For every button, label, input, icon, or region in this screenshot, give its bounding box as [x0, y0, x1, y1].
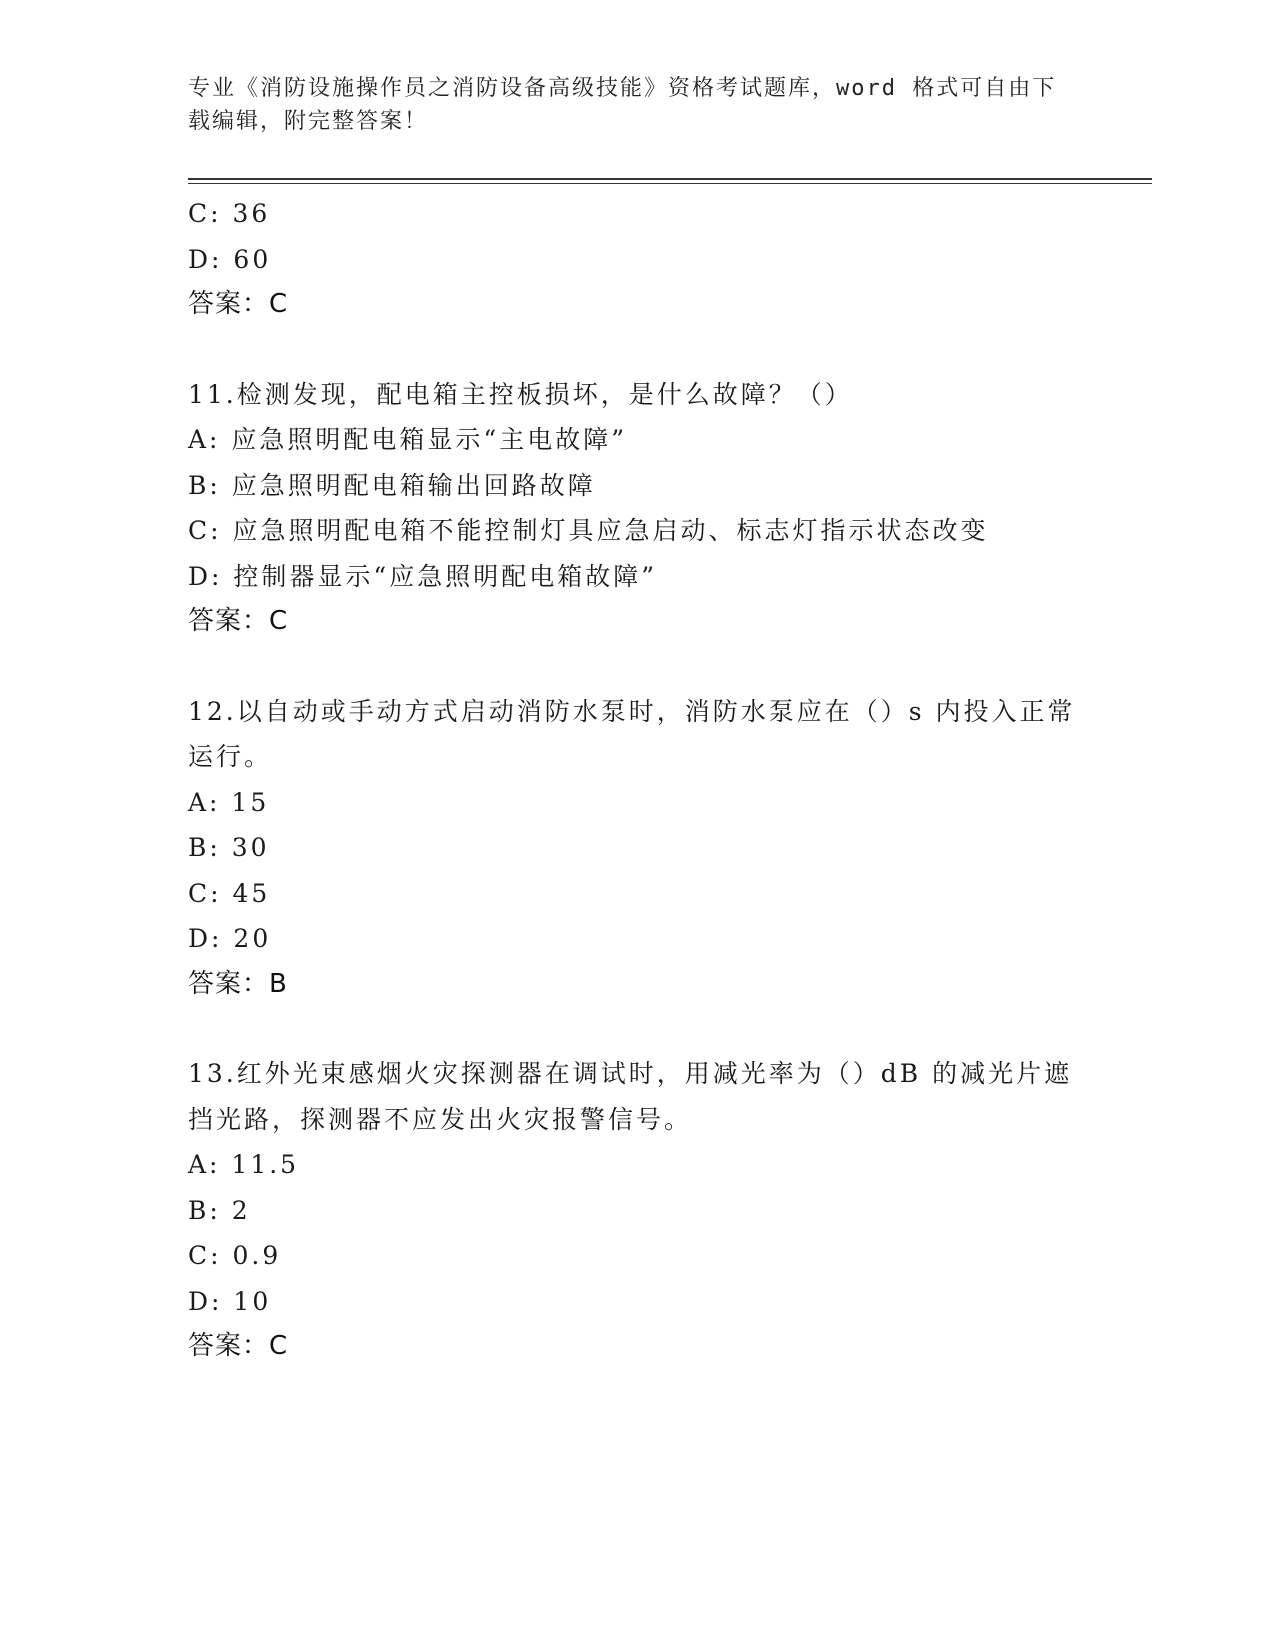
question-text: 11.检测发现，配电箱主控板损坏，是什么故障？（）	[188, 379, 853, 409]
option-item: D: 10	[188, 1286, 272, 1316]
question-block	[188, 372, 1088, 645]
answer-line: 答案：B	[188, 968, 288, 999]
option-item: C: 36	[188, 199, 271, 228]
question-block	[188, 689, 1088, 1008]
option-item: A: 15	[188, 787, 270, 817]
spacer	[188, 1007, 1088, 1051]
carryover-block	[188, 191, 1088, 328]
question-text: 12.以自动或手动方式启动消防水泵时，消防水泵应在（）s 内投入正常运行。	[188, 696, 1076, 771]
page-header: 专业《消防设施操作员之消防设备高级技能》资格考试题库，word 格式可自由下载编辑，附完整答案！	[188, 76, 1057, 134]
option-item: B: 应急照明配电箱输出回路故障	[188, 470, 596, 500]
option-item: B: 2	[188, 1195, 251, 1225]
answer-line: 答案：C	[188, 289, 289, 319]
spacer	[188, 645, 1088, 689]
option-item: C: 应急照明配电箱不能控制灯具应急启动、标志灯指示状态改变	[188, 516, 989, 545]
option-item: C: 0.9	[188, 1241, 282, 1270]
option-item: C: 45	[188, 878, 271, 908]
spacer	[188, 328, 1088, 372]
question-list	[188, 191, 1088, 1370]
header-rule-thin	[188, 183, 1152, 184]
option-item: A: 应急照明配电箱显示“主电故障”	[188, 425, 627, 454]
answer-line: 答案：C	[188, 1331, 289, 1361]
answer-line: 答案：C	[188, 606, 289, 636]
option-item: B: 30	[188, 833, 270, 862]
question-text: 13.红外光束感烟火灾探测器在调试时，用减光率为（）dB 的减光片遮挡光路，探测器不应发出火灾报警信号。	[188, 1059, 1073, 1134]
header-rule-thick	[188, 178, 1152, 180]
question-block	[188, 1051, 1088, 1370]
option-item: D: 控制器显示“应急照明配电箱故障”	[188, 561, 657, 591]
option-item: D: 60	[188, 244, 272, 274]
option-item: D: 20	[188, 924, 272, 953]
option-item: A: 11.5	[188, 1150, 300, 1179]
